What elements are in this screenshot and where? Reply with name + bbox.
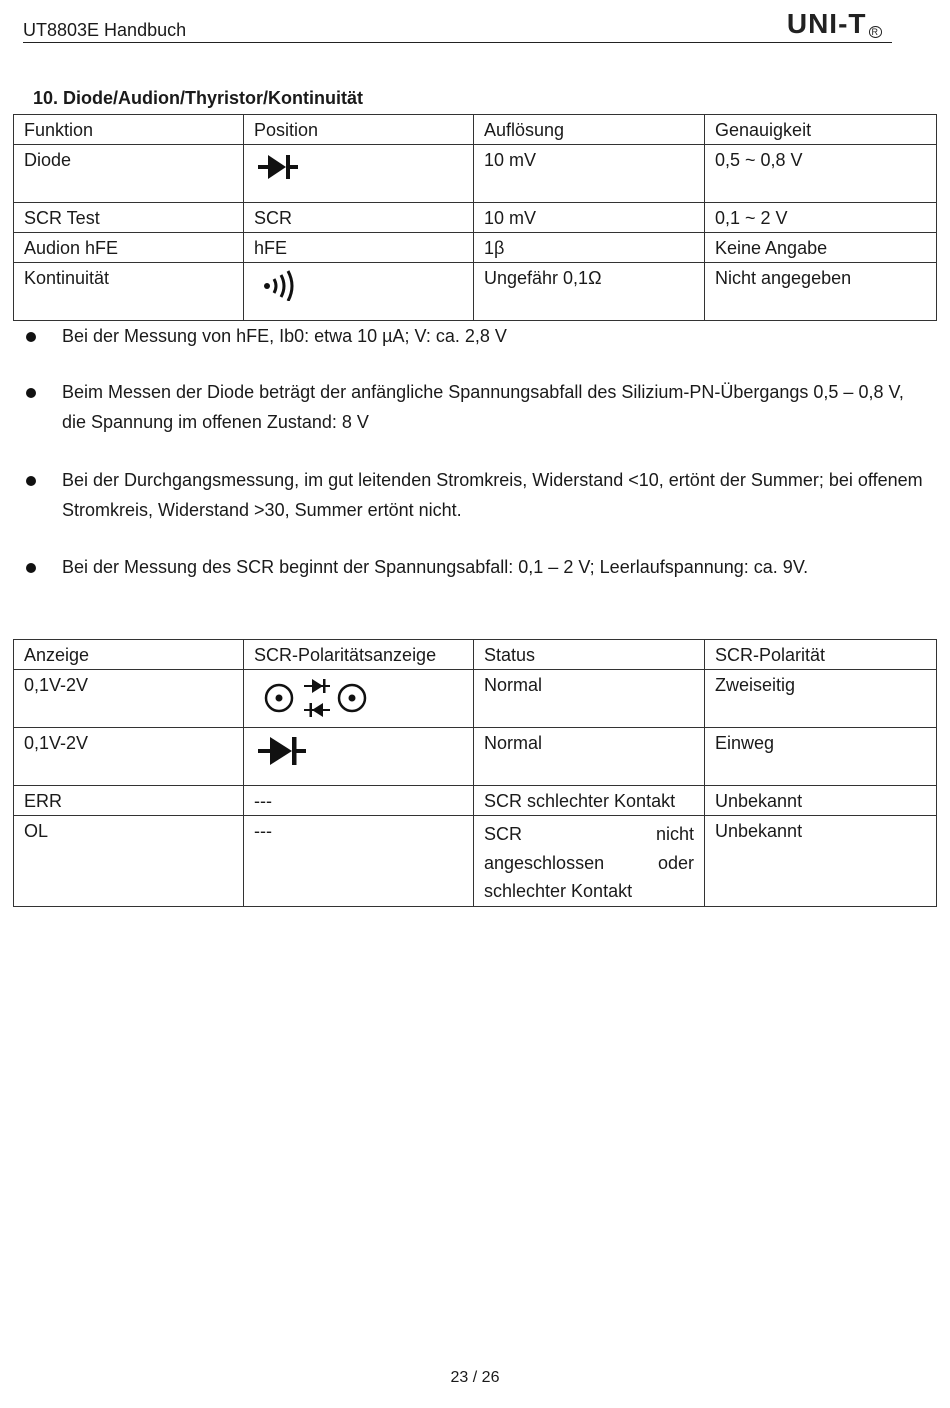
continuity-buzzer-icon xyxy=(254,267,314,301)
cell-funktion: SCR Test xyxy=(14,203,244,233)
cell-funktion: Kontinuität xyxy=(14,263,244,321)
table-row xyxy=(14,670,937,728)
status-line: angeschlossen oder xyxy=(484,852,694,873)
column-header: SCR-Polarität xyxy=(705,640,937,670)
column-header: Funktion xyxy=(14,115,244,145)
cell-genauigkeit: Keine Angabe xyxy=(705,233,937,263)
cell-anzeige: 0,1V-2V xyxy=(14,670,244,728)
cell-aufloesung: 10 mV xyxy=(474,145,705,203)
brand-logo xyxy=(787,8,882,40)
cell-polaritaet: Einweg xyxy=(705,728,937,786)
column-header: SCR-Polaritätsanzeige xyxy=(244,640,474,670)
bullet-icon xyxy=(26,332,36,342)
cell-polaritaet: Zweiseitig xyxy=(705,670,937,728)
cell-genauigkeit: 0,5 ~ 0,8 V xyxy=(705,145,937,203)
cell-anzeige: ERR xyxy=(14,786,244,816)
cell-position: hFE xyxy=(244,233,474,263)
cell-polaritaetsanzeige: --- xyxy=(244,816,474,907)
page-header xyxy=(23,8,892,43)
cell-anzeige: 0,1V-2V xyxy=(14,728,244,786)
list-item xyxy=(22,321,927,351)
diode-icon xyxy=(254,732,324,772)
cell-anzeige: OL xyxy=(14,816,244,907)
registered-mark: R xyxy=(869,26,883,38)
table-row xyxy=(14,816,937,907)
bullet-icon xyxy=(26,388,36,398)
document-title: UT8803E Handbuch xyxy=(23,20,187,40)
page-number: 23 / 26 xyxy=(450,1369,500,1386)
cell-status xyxy=(474,816,705,907)
table-header-row xyxy=(14,115,937,145)
table-row xyxy=(14,786,937,816)
cell-polaritaet: Unbekannt xyxy=(705,816,937,907)
bullet-icon xyxy=(26,476,36,486)
column-header: Position xyxy=(244,115,474,145)
bidirectional-scr-icon xyxy=(254,674,374,720)
cell-aufloesung: Ungefähr 0,1Ω xyxy=(474,263,705,321)
list-item-text: Bei der Durchgangsmessung, im gut leitenden Stromkreis, Widerstand <10, ertönt der Summer; bei offenem Stromkreis, Widerstand >30, Summer ertönt nicht. xyxy=(62,470,923,520)
cell-position xyxy=(244,145,474,203)
table-row xyxy=(14,203,937,233)
cell-status: Normal xyxy=(474,728,705,786)
column-header: Status xyxy=(474,640,705,670)
column-header: Genauigkeit xyxy=(705,115,937,145)
cell-polaritaet: Unbekannt xyxy=(705,786,937,816)
table-row xyxy=(14,728,937,786)
list-item xyxy=(22,465,927,525)
cell-genauigkeit: Nicht angegeben xyxy=(705,263,937,321)
cell-polaritaetsanzeige xyxy=(244,670,474,728)
cell-status: Normal xyxy=(474,670,705,728)
cell-aufloesung: 1β xyxy=(474,233,705,263)
list-item-text: Bei der Messung des SCR beginnt der Spannungsabfall: 0,1 – 2 V; Leerlaufspannung: ca. 9V. xyxy=(62,557,809,577)
table-row xyxy=(14,233,937,263)
notes-list xyxy=(22,321,927,582)
table-row xyxy=(14,263,937,321)
diode-icon xyxy=(254,149,314,189)
cell-polaritaetsanzeige: --- xyxy=(244,786,474,816)
cell-funktion: Audion hFE xyxy=(14,233,244,263)
cell-position xyxy=(244,263,474,321)
column-header: Auflösung xyxy=(474,115,705,145)
list-item xyxy=(22,377,927,437)
scr-polarity-table xyxy=(13,639,937,907)
list-item xyxy=(22,552,927,582)
cell-status: SCR schlechter Kontakt xyxy=(474,786,705,816)
logo-text: UNI-T xyxy=(786,8,867,39)
table-row xyxy=(14,145,937,203)
status-line: schlechter Kontakt xyxy=(484,881,633,901)
cell-position: SCR xyxy=(244,203,474,233)
measurement-table xyxy=(13,114,937,321)
table-header-row xyxy=(14,640,937,670)
cell-funktion: Diode xyxy=(14,145,244,203)
cell-polaritaetsanzeige xyxy=(244,728,474,786)
list-item-text: Beim Messen der Diode beträgt der anfängliche Spannungsabfall des Silizium-PN-Übergangs 0,5 – 0,8 V, die Spannung im offenen Zustand: 8 V xyxy=(62,382,904,432)
section-title: 10. Diode/Audion/Thyristor/Kontinuität xyxy=(33,88,363,108)
cell-genauigkeit: 0,1 ~ 2 V xyxy=(705,203,937,233)
status-line: SCR nicht xyxy=(484,824,694,844)
cell-aufloesung: 10 mV xyxy=(474,203,705,233)
column-header: Anzeige xyxy=(14,640,244,670)
list-item-text: Bei der Messung von hFE, Ib0: etwa 10 µA; V: ca. 2,8 V xyxy=(62,326,507,346)
bullet-icon xyxy=(26,563,36,573)
